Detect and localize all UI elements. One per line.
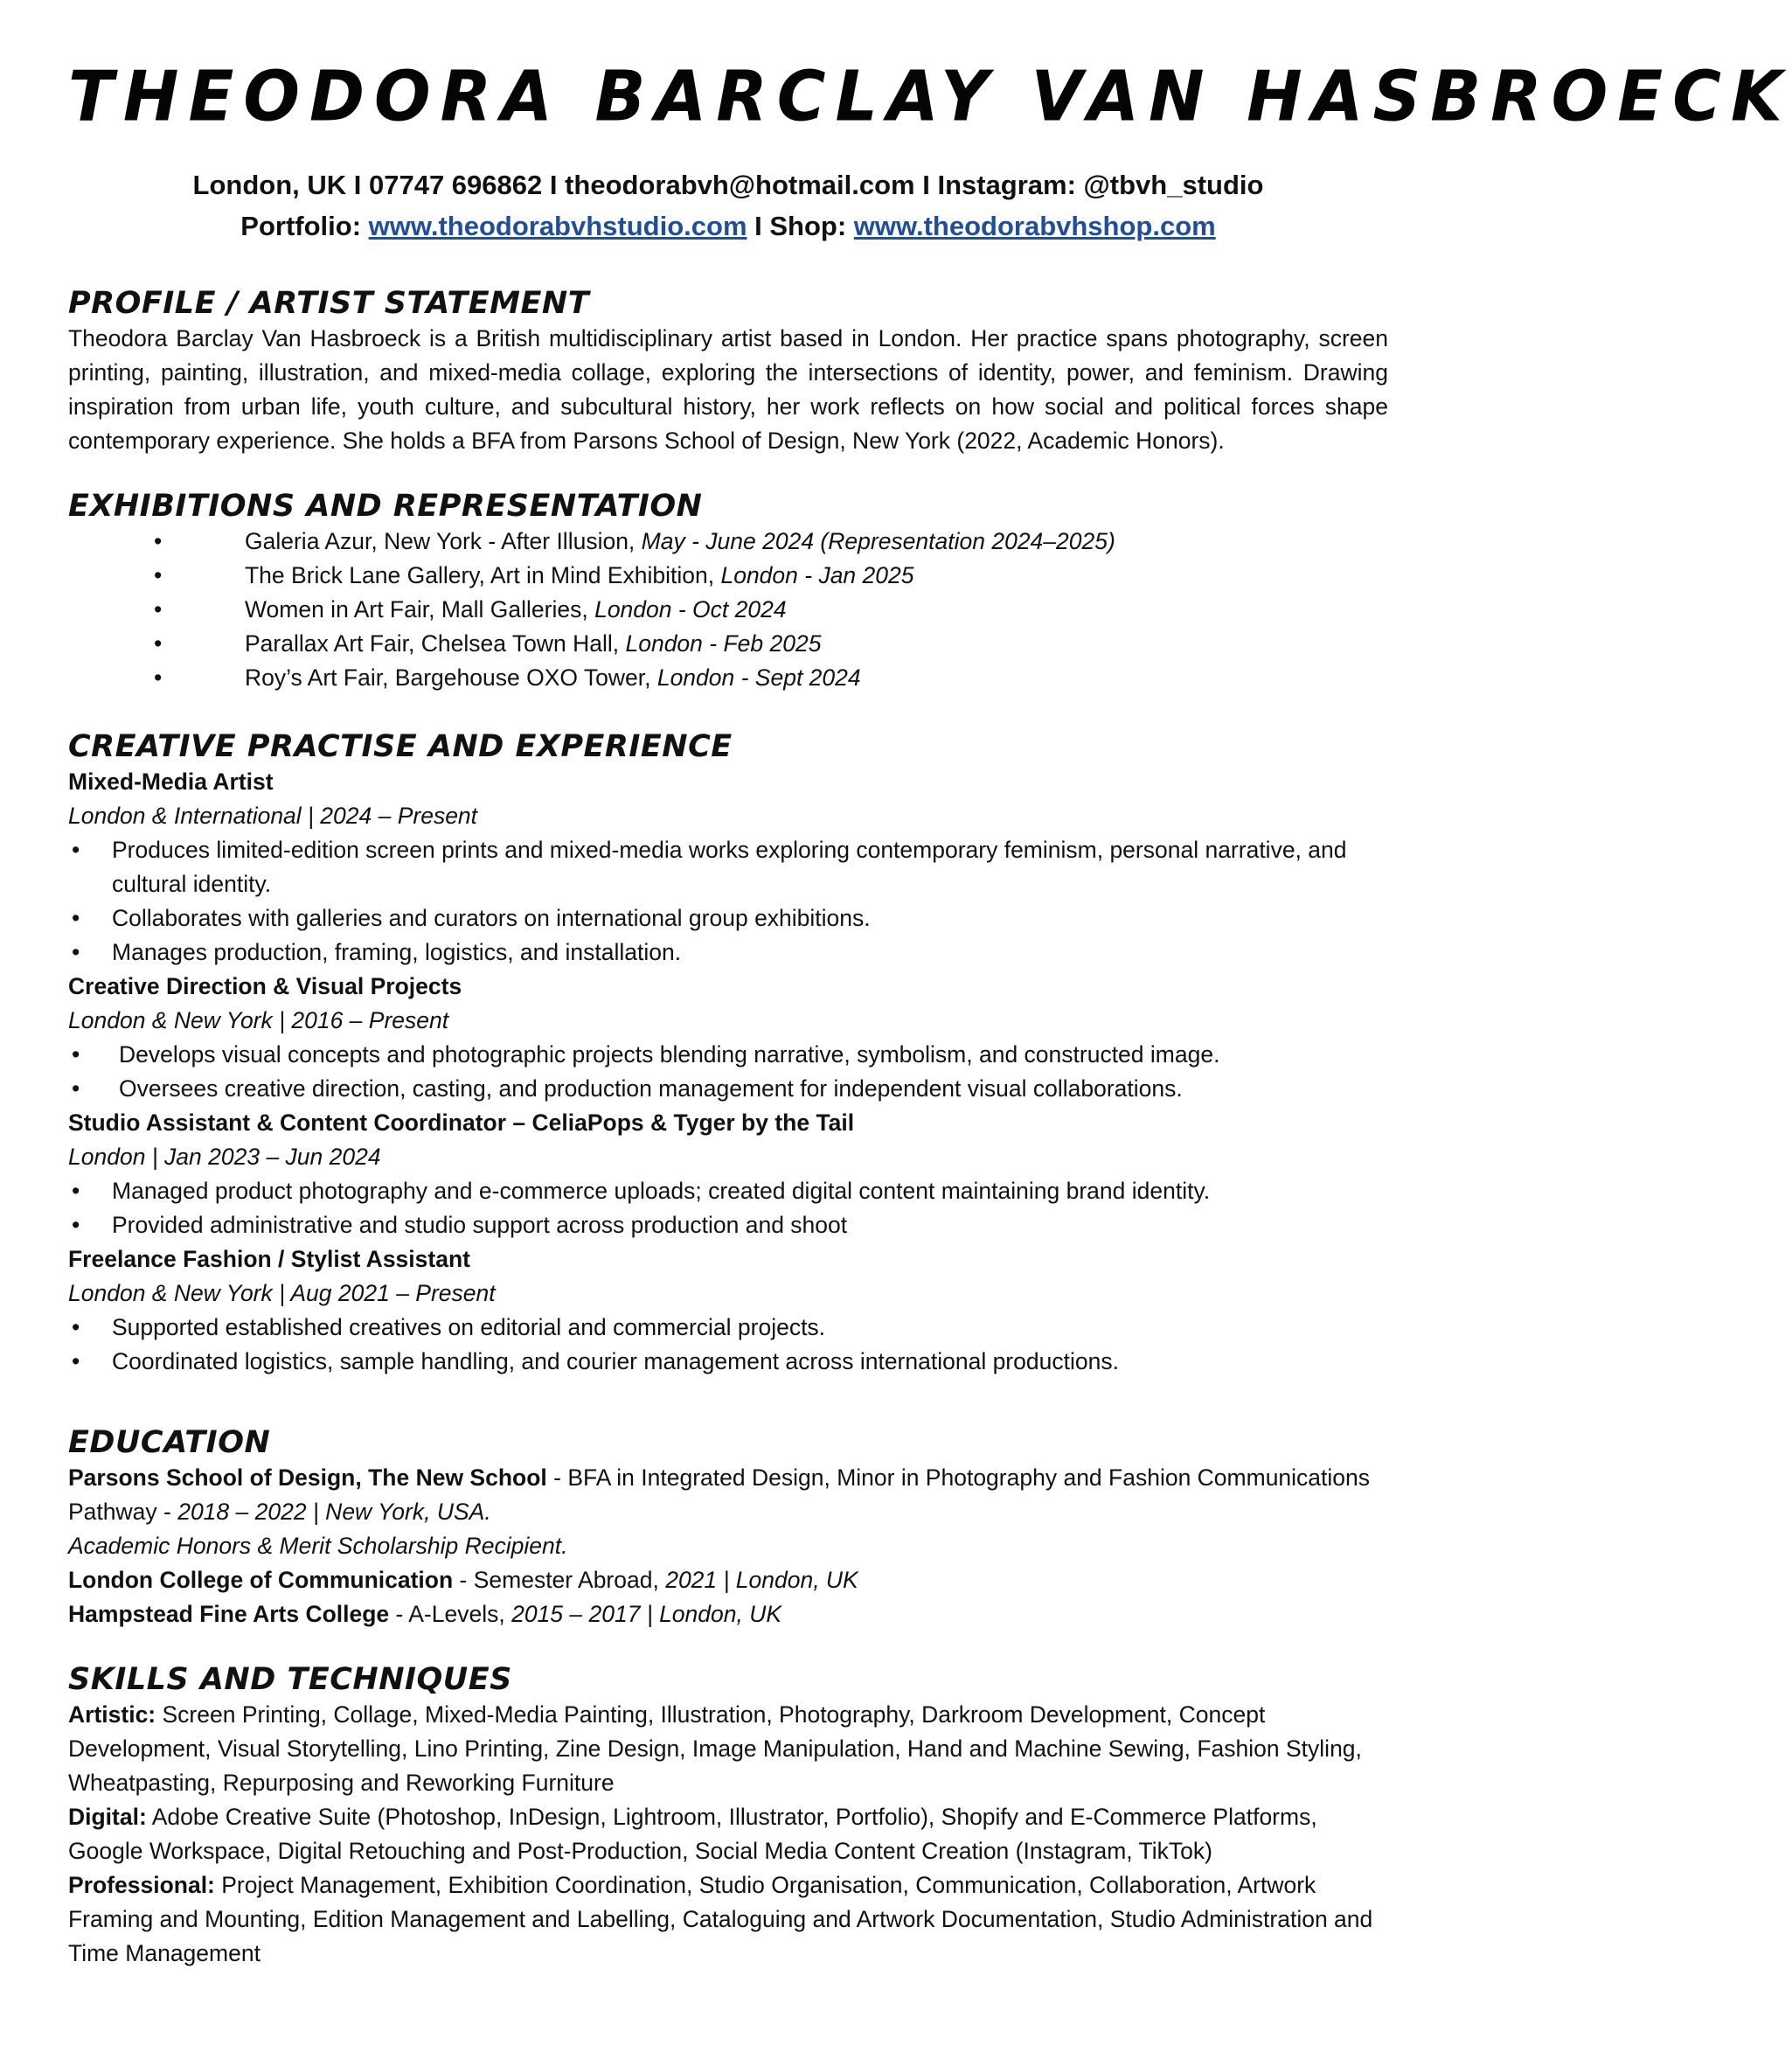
job-bullets <box>68 1311 1388 1379</box>
resume-name: THEODORA BARCLAY VAN HASBROECK <box>68 54 1792 137</box>
bullet: • <box>154 664 163 691</box>
portfolio-label: Portfolio: <box>240 211 369 241</box>
bullet: • <box>72 1212 80 1238</box>
experience-section <box>68 728 1388 1379</box>
contact-block <box>68 164 1388 247</box>
list-item: • Oversees creative direction, casting, and production management for independent visual collaborations. <box>68 1072 1388 1106</box>
profile-text: Theodora Barclay Van Hasbroeck is a British multidisciplinary artist based in London. Her practice spans photography, screen printing, painting, illustration, and mixed-media collage, exploring the intersections of identity, power, and feminism. Drawing inspiration from urban life, youth culture, and subcultural history, her work reflects on how social and political forces shape contemporary experience. She holds a BFA from Parsons School of Design, New York (2022, Academic Honors). <box>68 325 1388 454</box>
job-bullets <box>68 1038 1388 1106</box>
job-entry <box>68 765 1388 970</box>
list-item: • Supported established creatives on editorial and commercial projects. <box>68 1311 1388 1345</box>
job-meta: London & New York | 2016 – Present <box>68 1007 449 1033</box>
education-hampstead: Hampstead Fine Arts College - A-Levels, 2015 – 2017 | London, UK <box>68 1601 782 1627</box>
job-entry <box>68 970 1388 1106</box>
exhibitions-section <box>68 488 1388 695</box>
bullet: • <box>154 596 163 623</box>
education-section <box>68 1424 1388 1631</box>
education-lcc: London College of Communication - Semester Abroad, 2021 | London, UK <box>68 1567 858 1593</box>
list-item: • Produces limited-edition screen prints and mixed-media works exploring contemporary feminism, personal narrative, and cultural identity. <box>68 833 1388 901</box>
profile-heading: PROFILE / ARTIST STATEMENT <box>68 286 590 321</box>
job-meta: London & New York | Aug 2021 – Present <box>68 1280 496 1306</box>
skills-section <box>68 1661 1388 1971</box>
list-item: • Managed product photography and e-commerce uploads; created digital content maintaining brand identity. <box>68 1174 1388 1208</box>
bullet: • <box>154 528 163 554</box>
education-parsons: Parsons School of Design, The New School - BFA in Integrated Design, Minor in Photography and Fashion Communications Pathway - 2018 – 2022 | New York, USA. <box>68 1464 1371 1525</box>
portfolio-link[interactable]: www.theodorabvhstudio.com <box>368 211 747 241</box>
job-role: Freelance Fashion / Stylist Assistant <box>68 1246 470 1272</box>
link-separator: I <box>747 211 770 241</box>
skills-digital: Digital: Adobe Creative Suite (Photoshop, InDesign, Lightroom, Illustrator, Portfolio), Shopify and E-Commerce Platforms, Google Workspace, Digital Retouching and Post-Production, Social Media Content Creation (Instagram, TikTok) <box>68 1804 1317 1864</box>
education-heading: EDUCATION <box>68 1425 271 1460</box>
bullet: • <box>154 562 163 588</box>
education-honors: Academic Honors & Merit Scholarship Recipient. <box>68 1533 568 1559</box>
job-bullets <box>68 1174 1388 1242</box>
bullet: • <box>72 905 80 931</box>
bullet: • <box>72 1348 80 1374</box>
job-entry <box>68 1106 1388 1242</box>
job-role: Mixed-Media Artist <box>68 769 274 795</box>
bullet: • <box>72 1178 80 1204</box>
shop-label: Shop: <box>769 211 854 241</box>
links-line <box>68 205 1388 247</box>
job-role: Studio Assistant & Content Coordinator – CeliaPops & Tyger by the Tail <box>68 1109 855 1136</box>
list-item: • Provided administrative and studio support across production and shoot <box>68 1208 1388 1242</box>
job-meta: London | Jan 2023 – Jun 2024 <box>68 1144 381 1170</box>
skills-artistic: Artistic: Screen Printing, Collage, Mixed-Media Painting, Illustration, Photography, Darkroom Development, Concept Development, Visual Storytelling, Lino Printing, Zine Design, Image Manipulation, Hand and Machine Sewing, Fashion Styling, Wheatpasting, Repurposing and Reworking Furniture <box>68 1701 1362 1796</box>
job-bullets <box>68 833 1388 970</box>
bullet: • <box>72 1314 80 1340</box>
list-item: • Develops visual concepts and photographic projects blending narrative, symbolism, and constructed image. <box>68 1038 1388 1072</box>
list-item: • Manages production, framing, logistics, and installation. <box>68 936 1388 970</box>
list-item: • Galeria Azur, New York - After Illusion, May - June 2024 (Representation 2024–2025) <box>68 525 1388 559</box>
list-item: • Parallax Art Fair, Chelsea Town Hall, London - Feb 2025 <box>68 627 1388 661</box>
experience-heading: CREATIVE PRACTISE AND EXPERIENCE <box>68 729 733 764</box>
bullet: • <box>72 837 80 863</box>
list-item: • The Brick Lane Gallery, Art in Mind Exhibition, London - Jan 2025 <box>68 559 1388 593</box>
contact-line: London, UK I 07747 696862 I theodorabvh@hotmail.com I Instagram: @tbvh_studio <box>192 170 1264 200</box>
exhibitions-heading: EXHIBITIONS AND REPRESENTATION <box>68 489 703 524</box>
list-item: • Coordinated logistics, sample handling, and courier management across international productions. <box>68 1345 1388 1379</box>
bullet: • <box>72 1075 80 1102</box>
bullet: • <box>154 630 163 657</box>
bullet: • <box>72 1041 80 1068</box>
skills-heading: SKILLS AND TECHNIQUES <box>68 1662 512 1697</box>
job-entry <box>68 1242 1388 1379</box>
bullet: • <box>72 939 80 965</box>
skills-professional: Professional: Project Management, Exhibition Coordination, Studio Organisation, Communication, Collaboration, Artwork Framing and Mounting, Edition Management and Labelling, Cataloguing and Artwork Documentation, Studio Administration and Time Management <box>68 1872 1373 1966</box>
job-role: Creative Direction & Visual Projects <box>68 973 462 999</box>
exhibitions-list <box>68 525 1388 695</box>
job-meta: London & International | 2024 – Present <box>68 803 478 829</box>
resume-page <box>68 0 1792 1971</box>
list-item: • Roy’s Art Fair, Bargehouse OXO Tower, London - Sept 2024 <box>68 661 1388 695</box>
list-item: • Collaborates with galleries and curators on international group exhibitions. <box>68 901 1388 936</box>
profile-section <box>68 285 1388 458</box>
shop-link[interactable]: www.theodorabvhshop.com <box>853 211 1216 241</box>
list-item: • Women in Art Fair, Mall Galleries, London - Oct 2024 <box>68 593 1388 627</box>
